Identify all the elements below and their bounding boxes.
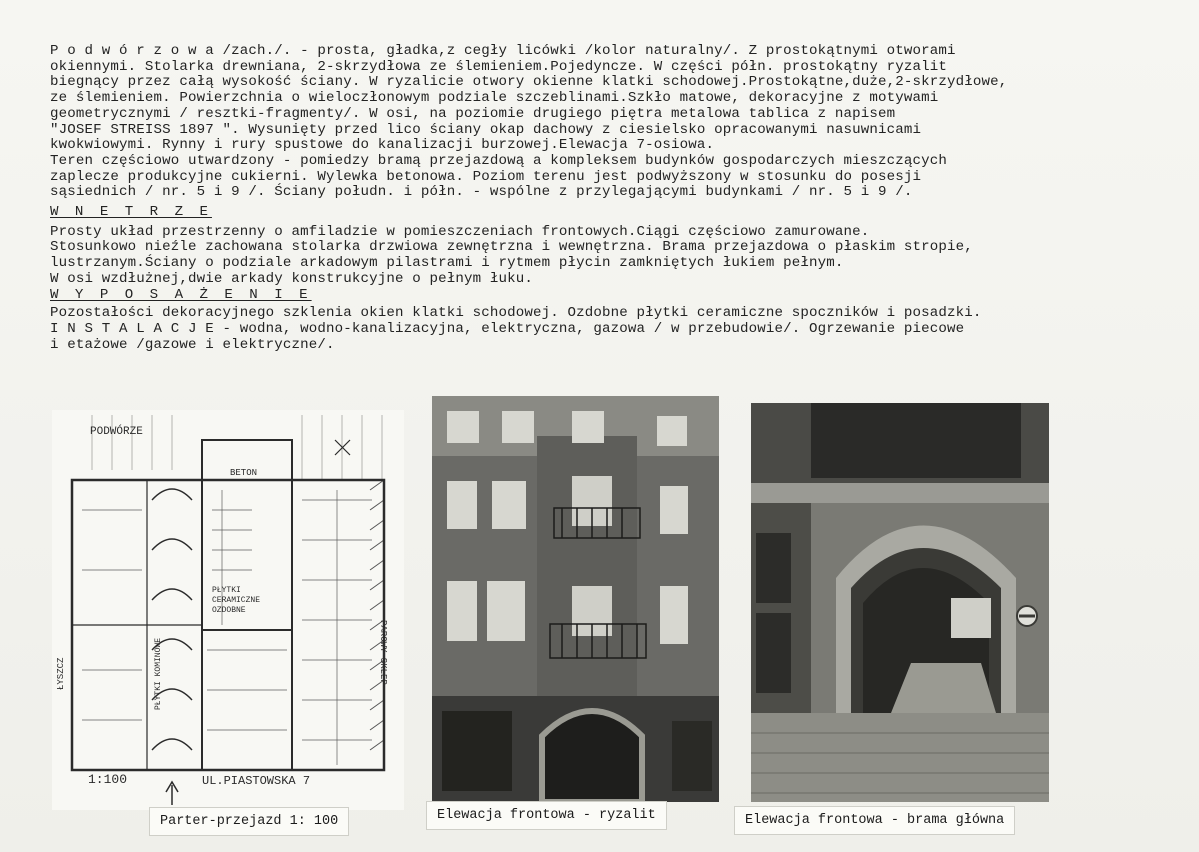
text-line: Teren częściowo utwardzony - pomiedzy bramą przejazdową a kompleksem budynków gospodarczych mieszczących xyxy=(50,152,947,169)
caption-plan: Parter-przejazd 1: 100 xyxy=(149,807,349,836)
text-line: okiennymi. Stolarka drewniana, 2-skrzydłowa ze ślemieniem.Pojedyncze. W części półn. prostokątny ryzalit xyxy=(50,58,947,75)
description-text xyxy=(50,44,1150,353)
text-line: "JOSEF STREISS 1897 ". Wysunięty przed lico ściany okap dachowy z ciesielsko opracowanymi nasuwnicami xyxy=(50,121,922,138)
text-line: sąsiednich / nr. 5 i 9 /. Ściany połudn. i półn. - wspólne z przylegającymi budynkami / nr. 5 i 9 /. xyxy=(50,184,913,201)
text-line: Prosty układ przestrzenny o amfiladzie w pomieszczeniach frontowych.Ciągi częściowo zamurowane. xyxy=(50,223,870,240)
section-heading-wyposazenie: W Y P O S A Ż E N I E xyxy=(50,286,312,303)
text-line: Pozostałości dekoracyjnego szklenia okien klatki schodowej. Ozdobne płytki ceramiczne spoczników i posadzki. xyxy=(50,305,982,322)
plan-label-courtyard: PODWÓRZE xyxy=(90,426,143,438)
photo-elevation-gate xyxy=(751,403,1049,802)
plan-label-tiles-left: PŁYTKI KOMINOWE xyxy=(154,637,163,710)
plan-label-beton: BETON xyxy=(230,468,258,478)
text-line-instalacje: I N S T A L A C J E - wodna, wodno-kanalizacyjna, elektryczna, gazowa / w przebudowie/. Ogrzewanie piecowe xyxy=(50,320,965,337)
text-line: biegnący przez całą wysokość ściany. W ryzalicie otwory okienne klatki schodowej.Prostokątne,duże,2-skrzydłowe, xyxy=(50,74,1008,91)
plan-label-side-left: ŁYSZCZ xyxy=(56,657,66,690)
text-line: lustrzanym.Ściany o podziale arkadowym pilastrami i rytmem płycin zamkniętych łukiem pełnym. xyxy=(50,255,844,272)
text-line: ze ślemieniem. Powierzchnia o wieloczłonowym podziale szczeblinami.Szkło matowe, dekoracyjne z motywami xyxy=(50,90,939,107)
plan-label-tiles: PŁYTKI CERAMICZNE OZDOBNE xyxy=(212,586,261,615)
plan-label-scale: 1:100 xyxy=(88,772,128,787)
text-line: kwokwiowymi. Rynny i rury spustowe do kanalizacji burzowej.Elewacja 7-osiowa. xyxy=(50,137,715,154)
section-heading-wnetrze: W N E T R Z E xyxy=(50,204,212,221)
text-line: P o d w ó r z o w a /zach./. - prosta, gładka,z cegły licówki /kolor naturalny/. Z prostokątnymi otworami xyxy=(50,43,956,59)
text-line: W osi wzdłużnej,dwie arkady konstrukcyjne o pełnym łuku. xyxy=(50,270,533,287)
photo-elevation-risalit xyxy=(432,396,719,802)
floor-plan-drawing xyxy=(52,410,404,810)
facade-risalit-illustration xyxy=(432,396,719,802)
text-line: Stosunkowo nieźle zachowana stolarka drzwiowa zewnętrzna i wewnętrzna. Brama przejazdowa o płaskim stropie, xyxy=(50,239,973,256)
text-line: geometrycznymi / resztki-fragmenty/. W osi, na poziomie drugiego piętra metalowa tablica z napisem xyxy=(50,105,896,122)
caption-gate: Elewacja frontowa - brama główna xyxy=(734,806,1015,835)
text-line: i etażowe /gazowe i elektryczne/. xyxy=(50,336,335,353)
plan-label-street: UL.PIASTOWSKA 7 xyxy=(202,774,311,788)
caption-elevation: Elewacja frontowa - ryzalit xyxy=(426,801,667,830)
gate-illustration xyxy=(751,403,1049,802)
text-line: zaplecze produkcyjne cukierni. Wylewka betonowa. Poziom terenu jest podwyższony w stosunku do posesji xyxy=(50,168,922,185)
plan-label-side-right: PAROWY SKLEP xyxy=(378,620,388,685)
